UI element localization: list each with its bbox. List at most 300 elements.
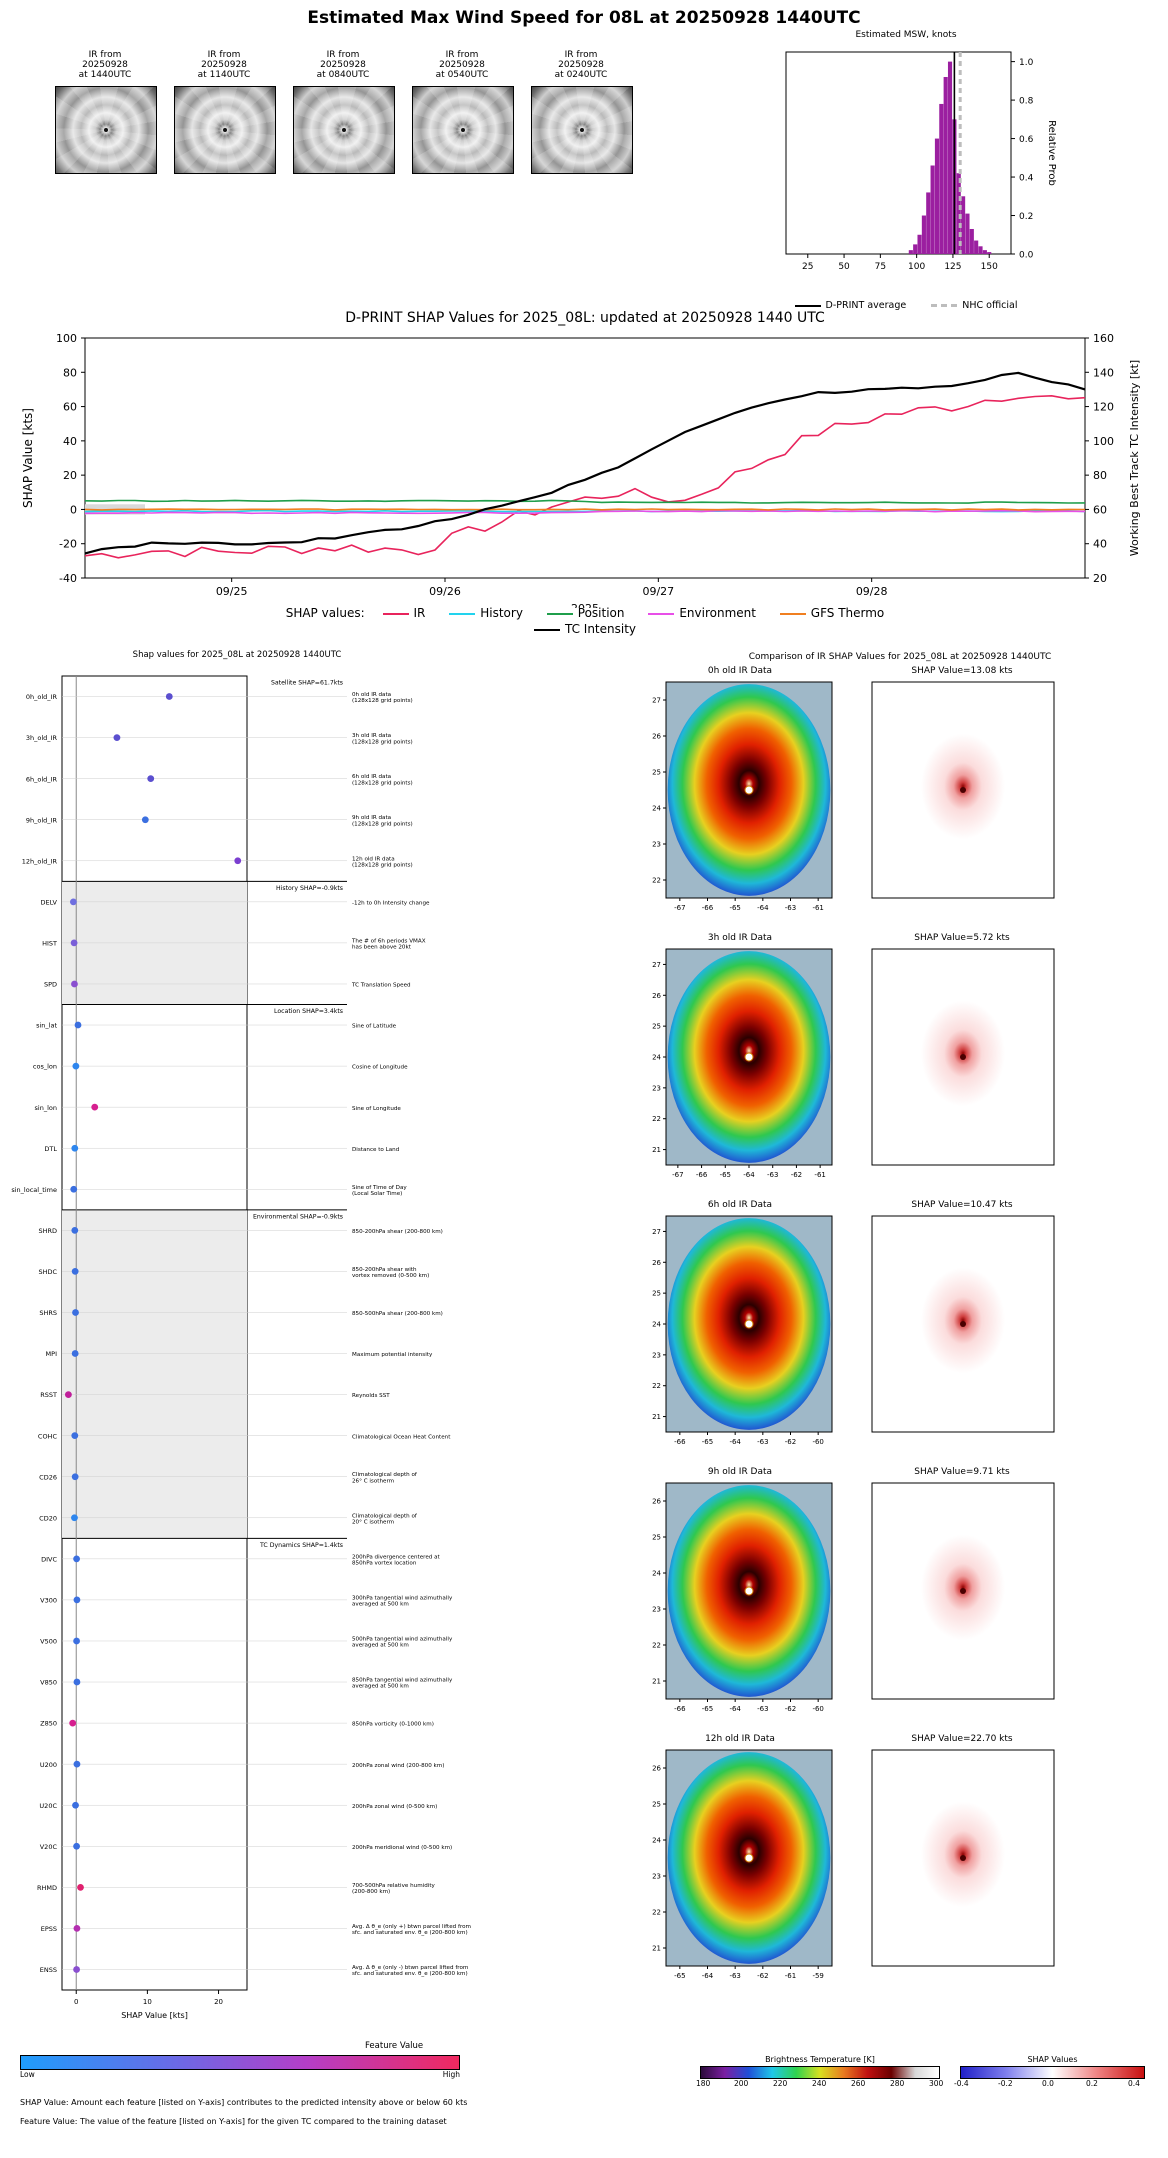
- svg-text:25: 25: [652, 1289, 661, 1298]
- svg-text:-63: -63: [757, 1438, 769, 1446]
- svg-text:Sine of Longitude: Sine of Longitude: [352, 1105, 401, 1112]
- svg-text:22: 22: [652, 1908, 661, 1917]
- colorbar-title: Feature Value: [365, 2041, 424, 2051]
- svg-text:Cosine of Longitude: Cosine of Longitude: [352, 1064, 408, 1071]
- ir-thumbnail-caption: [174, 50, 274, 80]
- shap-dotplot-title: Shap values for 2025_08L at 20250928 1440UTC: [132, 650, 342, 660]
- svg-text:200hPa zonal wind (0-500 km): 200hPa zonal wind (0-500 km): [352, 1803, 438, 1810]
- line-swatch-icon: [795, 305, 821, 307]
- svg-text:Reynolds SST: Reynolds SST: [352, 1393, 390, 1400]
- svg-text:vortex removed (0-500 km): vortex removed (0-500 km): [352, 1273, 430, 1280]
- svg-text:-60: -60: [812, 1438, 824, 1446]
- svg-text:sfc. and saturated env. θ_e (2: sfc. and saturated env. θ_e (200-800 km): [352, 1971, 468, 1978]
- legend-dprint-average: D-PRINT average: [795, 300, 910, 311]
- svg-text:sin_local_time: sin_local_time: [11, 1185, 57, 1194]
- svg-text:-59: -59: [812, 1972, 824, 1980]
- svg-text:140: 140: [1093, 366, 1114, 380]
- svg-text:-62: -62: [784, 1705, 797, 1713]
- svg-text:Climatological depth of: Climatological depth of: [352, 1472, 417, 1479]
- svg-text:200hPa zonal wind (200-800 km): 200hPa zonal wind (200-800 km): [352, 1762, 445, 1769]
- colorbar-high-label: High: [442, 2070, 460, 2079]
- ir-data-title: 6h old IR Data: [707, 1200, 773, 1210]
- svg-text:-65: -65: [701, 1438, 714, 1446]
- svg-text:12h old IR data: 12h old IR data: [352, 856, 395, 863]
- svg-text:Sine of Latitude: Sine of Latitude: [352, 1023, 397, 1030]
- svg-text:22: 22: [652, 1641, 661, 1650]
- svg-text:160: 160: [1093, 332, 1114, 345]
- ir-thumbnail-panel: [293, 50, 393, 174]
- svg-text:20: 20: [63, 469, 77, 483]
- svg-text:-63: -63: [784, 904, 797, 912]
- shap-dotplot-panel: [2, 650, 472, 2060]
- ir-image-0: [55, 86, 157, 174]
- svg-text:-63: -63: [766, 1171, 779, 1179]
- svg-text:-61: -61: [812, 904, 824, 912]
- legend-history: History: [449, 606, 523, 620]
- svg-text:-40: -40: [59, 572, 77, 585]
- svg-text:RHMD: RHMD: [36, 1883, 57, 1892]
- svg-text:-64: -64: [729, 1438, 741, 1446]
- svg-text:Distance to Land: Distance to Land: [352, 1146, 400, 1153]
- svg-text:MPI: MPI: [45, 1350, 57, 1359]
- svg-text:Environmental SHAP=-0.9kts: Environmental SHAP=-0.9kts: [252, 1213, 343, 1221]
- svg-text:Avg. Δ θ_e (only -) btwn parce: Avg. Δ θ_e (only -) btwn parcel lifted from: [352, 1964, 469, 1971]
- svg-text:100: 100: [56, 332, 77, 345]
- svg-text:6h old IR data: 6h old IR data: [352, 774, 392, 781]
- ir-thumbnail-caption: [531, 50, 631, 80]
- svg-text:sin_lat: sin_lat: [36, 1021, 57, 1030]
- ir-comparison-row: [640, 1734, 1160, 1993]
- ir-data-title: 0h old IR Data: [707, 666, 773, 676]
- svg-text:26: 26: [652, 1764, 661, 1773]
- svg-text:History SHAP=-0.9kts: History SHAP=-0.9kts: [275, 884, 343, 892]
- svg-text:CD26: CD26: [39, 1473, 57, 1482]
- svg-text:0.8: 0.8: [1019, 96, 1034, 107]
- tick: 200: [734, 2079, 749, 2088]
- svg-text:SHRD: SHRD: [38, 1226, 57, 1235]
- ir-shap-image: [862, 1477, 1062, 1722]
- bt-colorbar: [696, 2055, 944, 2091]
- feature-value-colorbar: [20, 2041, 460, 2082]
- svg-text:1.0: 1.0: [1019, 58, 1034, 69]
- ir-data-image: [640, 1744, 840, 1989]
- svg-text:60: 60: [63, 400, 77, 414]
- ir-shap-title: SHAP Value=9.71 kts: [914, 1467, 1010, 1477]
- tick: 300: [929, 2079, 944, 2088]
- svg-text:TC Translation Speed: TC Translation Speed: [352, 982, 411, 989]
- svg-text:0h_old_IR: 0h_old_IR: [25, 693, 57, 702]
- svg-text:Maximum potential intensity: Maximum potential intensity: [352, 1352, 433, 1359]
- svg-text:-67: -67: [674, 904, 686, 912]
- ir-comparison-row: [640, 933, 1160, 1192]
- svg-text:09/25: 09/25: [215, 585, 248, 598]
- svg-text:850-200hPa shear (200-800 km): 850-200hPa shear (200-800 km): [352, 1228, 443, 1235]
- legend-position: Position: [547, 606, 625, 620]
- shap-timeseries-svg: [10, 328, 1160, 608]
- svg-text:24: 24: [652, 1320, 661, 1329]
- colorbar-low-label: Low: [20, 2070, 35, 2079]
- ir-shap-image: [862, 943, 1062, 1188]
- svg-text:24: 24: [652, 1053, 661, 1062]
- svg-text:20: 20: [214, 1998, 223, 2006]
- caption-line1: IR from: [207, 50, 241, 60]
- ir-thumbnail-caption: [293, 50, 393, 80]
- svg-text:300hPa tangential wind azimuth: 300hPa tangential wind azimuthally: [352, 1595, 453, 1602]
- bt-colorbar-ticks: [696, 2079, 944, 2091]
- svg-text:21: 21: [652, 1413, 661, 1422]
- svg-text:SPD: SPD: [43, 980, 57, 989]
- tick: 280: [890, 2079, 905, 2088]
- svg-text:100: 100: [908, 262, 926, 272]
- svg-text:V500: V500: [40, 1637, 57, 1646]
- svg-text:26: 26: [652, 732, 661, 741]
- svg-text:averaged at 500 km: averaged at 500 km: [352, 1601, 409, 1608]
- svg-text:25: 25: [652, 1800, 661, 1809]
- svg-text:Climatological Ocean Heat Cont: Climatological Ocean Heat Content: [352, 1434, 451, 1441]
- svg-text:averaged at 500 km: averaged at 500 km: [352, 1642, 409, 1649]
- svg-text:(128x128 grid points): (128x128 grid points): [352, 739, 413, 746]
- svg-text:850-500hPa shear (200-800 km): 850-500hPa shear (200-800 km): [352, 1311, 443, 1318]
- caption-line2: 20250928: [558, 60, 604, 70]
- ir-data-cell: [640, 933, 840, 1192]
- ir-shap-image: [862, 676, 1062, 921]
- svg-text:27: 27: [652, 1227, 661, 1236]
- svg-text:40: 40: [1093, 537, 1107, 551]
- ir-data-cell: [640, 1467, 840, 1726]
- svg-text:SHRS: SHRS: [39, 1309, 57, 1318]
- caption-line1: IR from: [564, 50, 598, 60]
- svg-text:22: 22: [652, 1115, 661, 1124]
- svg-text:-65: -65: [674, 1972, 686, 1980]
- svg-text:9h_old_IR: 9h_old_IR: [25, 816, 57, 825]
- ir-data-title: 12h old IR Data: [705, 1734, 775, 1744]
- svg-text:(128x128 grid points): (128x128 grid points): [352, 698, 413, 705]
- svg-text:09/27: 09/27: [642, 585, 675, 598]
- ir-comparison-panel: [640, 652, 1160, 2072]
- caption-line3: at 1140UTC: [197, 70, 251, 80]
- svg-text:(200-800 km): (200-800 km): [352, 1889, 391, 1896]
- ir-shap-cell: [862, 666, 1062, 925]
- svg-text:-66: -66: [701, 904, 714, 912]
- tick: 240: [812, 2079, 827, 2088]
- ir-data-image: [640, 676, 840, 921]
- svg-text:21: 21: [652, 1944, 661, 1953]
- svg-text:-64: -64: [757, 904, 769, 912]
- shap-timeseries-panel: [10, 310, 1160, 645]
- svg-text:-63: -63: [729, 1972, 741, 1980]
- svg-text:25: 25: [652, 768, 661, 777]
- svg-text:6h_old_IR: 6h_old_IR: [25, 775, 57, 784]
- svg-text:23: 23: [652, 1084, 661, 1093]
- svg-text:21: 21: [652, 1677, 661, 1686]
- svg-text:3h_old_IR: 3h_old_IR: [25, 734, 57, 743]
- ir-comparison-row: [640, 1200, 1160, 1459]
- svg-text:20: 20: [1093, 572, 1107, 585]
- svg-text:The # of 6h periods VMAX: The # of 6h periods VMAX: [352, 938, 426, 945]
- svg-text:0.2: 0.2: [1019, 212, 1034, 223]
- svg-text:120: 120: [1093, 400, 1114, 414]
- svg-text:09/28: 09/28: [855, 585, 888, 598]
- svg-text:-62: -62: [790, 1171, 803, 1179]
- svg-text:150: 150: [980, 262, 998, 272]
- svg-text:Satellite SHAP=61.7kts: Satellite SHAP=61.7kts: [270, 679, 343, 687]
- svg-text:-60: -60: [812, 1705, 824, 1713]
- legend-nhc-official: NHC official: [931, 300, 1017, 311]
- svg-text:-67: -67: [672, 1171, 684, 1179]
- ir-thumbnail-strip: [55, 50, 675, 220]
- svg-text:has been above 20kt: has been above 20kt: [352, 944, 411, 951]
- ir-shap-title: SHAP Value=5.72 kts: [914, 933, 1010, 943]
- svg-text:80: 80: [1093, 469, 1107, 483]
- svg-text:100: 100: [1093, 434, 1114, 448]
- legend-tc-intensity: TC Intensity: [10, 622, 1160, 636]
- svg-text:-61: -61: [784, 1972, 797, 1980]
- svg-text:SHAP Value [kts]: SHAP Value [kts]: [21, 408, 35, 508]
- svg-text:Z850: Z850: [40, 1719, 57, 1728]
- ir-data-image: [640, 1477, 840, 1722]
- page-title: Estimated Max Wind Speed for 08L at 20250928 1440UTC: [307, 8, 861, 28]
- svg-text:Climatological depth of: Climatological depth of: [352, 1513, 417, 1520]
- svg-text:50: 50: [838, 262, 850, 272]
- svg-text:SHAP Value [kts]: SHAP Value [kts]: [121, 2011, 188, 2020]
- svg-text:700-500hPa relative humidity: 700-500hPa relative humidity: [352, 1882, 435, 1889]
- svg-text:850hPa vortex location: 850hPa vortex location: [352, 1560, 417, 1567]
- ir-image-1: [174, 86, 276, 174]
- svg-text:20° C isotherm: 20° C isotherm: [352, 1519, 395, 1526]
- svg-text:-66: -66: [695, 1171, 708, 1179]
- ir-comparison-row: [640, 666, 1160, 925]
- svg-text:23: 23: [652, 1605, 661, 1614]
- ir-thumbnail-panel: [531, 50, 631, 174]
- svg-text:Location SHAP=3.4kts: Location SHAP=3.4kts: [274, 1008, 343, 1016]
- tick: 0.2: [1086, 2079, 1098, 2088]
- svg-text:75: 75: [874, 262, 887, 272]
- svg-text:Working Best Track TC Intensit: Working Best Track TC Intensity [kt]: [1128, 359, 1141, 557]
- caption-line1: IR from: [88, 50, 122, 60]
- ir-image-2: [293, 86, 395, 174]
- shap-colorbar-label: SHAP Values: [1027, 2055, 1078, 2064]
- ir-shap-image: [862, 1744, 1062, 1989]
- ir-data-cell: [640, 1200, 840, 1459]
- svg-text:850hPa tangential wind azimuth: 850hPa tangential wind azimuthally: [352, 1677, 453, 1684]
- ir-data-cell: [640, 666, 840, 925]
- svg-text:23: 23: [652, 1872, 661, 1881]
- ir-shap-title: SHAP Value=22.70 kts: [911, 1734, 1013, 1744]
- msw-histogram-panel: [756, 30, 1056, 311]
- caption-line3: at 0540UTC: [435, 70, 489, 80]
- ir-image-3: [412, 86, 514, 174]
- ir-data-title: 9h old IR Data: [707, 1467, 773, 1477]
- svg-text:26: 26: [652, 1497, 661, 1506]
- legend-gfs-thermo: GFS Thermo: [780, 606, 885, 620]
- svg-text:80: 80: [63, 366, 77, 380]
- svg-text:Avg. Δ θ_e (only +) btwn parce: Avg. Δ θ_e (only +) btwn parcel lifted from: [352, 1923, 472, 1930]
- tick: 0.4: [1128, 2079, 1140, 2088]
- footnote-feature-value: Feature Value: The value of the feature [listed on Y-axis] for the given TC compared to the training dataset: [20, 2117, 447, 2126]
- svg-text:CD20: CD20: [39, 1514, 57, 1523]
- ir-shap-cell: [862, 933, 1062, 1192]
- svg-text:-64: -64: [729, 1705, 741, 1713]
- svg-text:0.4: 0.4: [1019, 173, 1034, 184]
- svg-text:25: 25: [652, 1022, 661, 1031]
- shap-colorbar: [954, 2055, 1145, 2091]
- svg-text:TC Dynamics SHAP=1.4kts: TC Dynamics SHAP=1.4kts: [260, 1541, 343, 1549]
- ir-thumbnail-panel: [174, 50, 274, 174]
- caption-line3: at 1440UTC: [78, 70, 132, 80]
- svg-text:-12h to 0h Intensity change: -12h to 0h Intensity change: [352, 900, 430, 907]
- tick: 0.0: [1042, 2079, 1054, 2088]
- svg-text:-63: -63: [757, 1705, 769, 1713]
- svg-text:U20C: U20C: [39, 1801, 57, 1810]
- shap-colorbar-gradient: [960, 2066, 1145, 2079]
- ir-shap-title: SHAP Value=13.08 kts: [911, 666, 1013, 676]
- bt-colorbar-gradient: [700, 2066, 940, 2079]
- svg-text:0h old IR data: 0h old IR data: [352, 692, 392, 699]
- ir-data-image: [640, 943, 840, 1188]
- svg-text:sin_lon: sin_lon: [34, 1103, 57, 1112]
- svg-text:850-200hPa shear with: 850-200hPa shear with: [352, 1266, 417, 1273]
- svg-text:40: 40: [63, 434, 77, 448]
- svg-text:500hPa tangential wind azimuth: 500hPa tangential wind azimuthally: [352, 1636, 453, 1643]
- svg-text:(128x128 grid points): (128x128 grid points): [352, 780, 413, 787]
- ir-image-4: [531, 86, 633, 174]
- shap-dotplot-svg: [2, 660, 472, 2050]
- svg-text:24: 24: [652, 1836, 661, 1845]
- svg-text:HIST: HIST: [42, 939, 57, 948]
- svg-text:-62: -62: [757, 1972, 769, 1980]
- svg-text:-64: -64: [743, 1171, 755, 1179]
- caption-line1: IR from: [326, 50, 360, 60]
- svg-text:V300: V300: [40, 1596, 57, 1605]
- svg-text:26° C isotherm: 26° C isotherm: [352, 1478, 395, 1485]
- svg-text:23: 23: [652, 1351, 661, 1360]
- svg-text:25: 25: [652, 1533, 661, 1542]
- ir-thumbnail-panel: [55, 50, 155, 174]
- svg-text:-66: -66: [674, 1438, 686, 1446]
- caption-line2: 20250928: [201, 60, 247, 70]
- svg-text:V850: V850: [40, 1678, 57, 1687]
- svg-text:26: 26: [652, 1258, 661, 1267]
- svg-text:-66: -66: [674, 1705, 686, 1713]
- svg-text:V20C: V20C: [39, 1842, 57, 1851]
- svg-text:200hPa divergence centered at: 200hPa divergence centered at: [352, 1554, 440, 1561]
- svg-text:COHC: COHC: [37, 1432, 57, 1441]
- ir-thumbnail-panel: [412, 50, 512, 174]
- caption-line3: at 0240UTC: [554, 70, 608, 80]
- ir-thumbnail-caption: [55, 50, 155, 80]
- ir-shap-cell: [862, 1200, 1062, 1459]
- svg-text:-61: -61: [814, 1171, 826, 1179]
- caption-line2: 20250928: [439, 60, 485, 70]
- ir-comparison-row: [640, 1467, 1160, 1726]
- svg-text:24: 24: [652, 1569, 661, 1578]
- svg-text:RSST: RSST: [40, 1391, 57, 1400]
- svg-text:EPSS: EPSS: [40, 1925, 57, 1934]
- svg-text:0: 0: [73, 1998, 79, 2006]
- svg-text:22: 22: [652, 1382, 661, 1391]
- svg-text:sfc. and saturated env. θ_e (2: sfc. and saturated env. θ_e (200-800 km): [352, 1930, 468, 1937]
- svg-text:averaged at 500 km: averaged at 500 km: [352, 1683, 409, 1690]
- ir-data-cell: [640, 1734, 840, 1993]
- svg-text:Sine of Time of Day: Sine of Time of Day: [352, 1184, 407, 1191]
- svg-text:-62: -62: [784, 1438, 797, 1446]
- legend-title: SHAP values:: [285, 606, 365, 620]
- caption-line2: 20250928: [320, 60, 366, 70]
- svg-text:12h_old_IR: 12h_old_IR: [21, 857, 57, 866]
- svg-text:27: 27: [652, 696, 661, 705]
- svg-text:125: 125: [944, 262, 962, 272]
- tick: 220: [773, 2079, 788, 2088]
- svg-text:SHDC: SHDC: [38, 1268, 57, 1277]
- svg-text:-65: -65: [719, 1171, 732, 1179]
- svg-text:0.6: 0.6: [1019, 135, 1034, 146]
- tick: 260: [851, 2079, 866, 2088]
- svg-text:9h old IR data: 9h old IR data: [352, 815, 392, 822]
- caption-line3: at 0840UTC: [316, 70, 370, 80]
- svg-text:-65: -65: [729, 904, 741, 912]
- svg-text:DTL: DTL: [44, 1144, 57, 1153]
- svg-text:-64: -64: [701, 1972, 714, 1980]
- legend-environment: Environment: [648, 606, 756, 620]
- legend-ir: IR: [383, 606, 426, 620]
- caption-line2: 20250928: [82, 60, 128, 70]
- svg-text:25: 25: [802, 262, 814, 272]
- shap-timeseries-legend: [10, 606, 1160, 636]
- ir-data-title: 3h old IR Data: [707, 933, 773, 943]
- shap-colorbar-ticks: [954, 2079, 1145, 2091]
- svg-text:22: 22: [652, 876, 661, 885]
- ir-shap-cell: [862, 1734, 1062, 1993]
- svg-text:60: 60: [1093, 503, 1107, 517]
- ir-shap-image: [862, 1210, 1062, 1455]
- footnote-shap-value: SHAP Value: Amount each feature [listed on Y-axis] contributes to the predicted intensity above or below 60 kts: [20, 2098, 468, 2107]
- msw-histogram-title: Estimated MSW, knots: [855, 30, 957, 40]
- caption-line1: IR from: [445, 50, 479, 60]
- svg-text:21: 21: [652, 1146, 661, 1155]
- svg-text:200hPa meridional wind (0-500: 200hPa meridional wind (0-500 km): [352, 1844, 453, 1851]
- svg-text:0.0: 0.0: [1019, 250, 1034, 261]
- svg-text:(128x128 grid points): (128x128 grid points): [352, 862, 413, 869]
- colorbar-gradient: [20, 2055, 460, 2070]
- svg-text:ENSS: ENSS: [39, 1966, 57, 1975]
- ir-data-image: [640, 1210, 840, 1455]
- svg-text:23: 23: [652, 840, 661, 849]
- tick: -0.4: [954, 2079, 969, 2088]
- svg-text:U200: U200: [39, 1760, 57, 1769]
- svg-text:-65: -65: [701, 1705, 714, 1713]
- svg-text:(Local Solar Time): (Local Solar Time): [352, 1190, 403, 1197]
- svg-text:-20: -20: [59, 537, 77, 551]
- svg-text:24: 24: [652, 804, 661, 813]
- svg-text:26: 26: [652, 991, 661, 1000]
- bt-colorbar-label: Brightness Temperature [K]: [765, 2055, 875, 2064]
- svg-text:09/26: 09/26: [429, 585, 461, 598]
- svg-text:0: 0: [70, 503, 77, 517]
- svg-text:3h old IR data: 3h old IR data: [352, 733, 392, 740]
- svg-text:10: 10: [142, 1998, 152, 2006]
- tick: 180: [696, 2079, 711, 2088]
- tick: -0.2: [998, 2079, 1013, 2088]
- svg-text:DELV: DELV: [40, 898, 57, 907]
- svg-text:(128x128 grid points): (128x128 grid points): [352, 821, 413, 828]
- svg-text:27: 27: [652, 960, 661, 969]
- msw-histogram-svg: [756, 44, 1056, 294]
- dashed-swatch-icon: [931, 304, 957, 307]
- shap-timeseries-title: D-PRINT SHAP Values for 2025_08L: updated at 20250928 1440 UTC: [345, 310, 825, 326]
- ir-thumbnail-caption: [412, 50, 512, 80]
- svg-text:cos_lon: cos_lon: [32, 1062, 57, 1071]
- ir-shap-title: SHAP Value=10.47 kts: [911, 1200, 1013, 1210]
